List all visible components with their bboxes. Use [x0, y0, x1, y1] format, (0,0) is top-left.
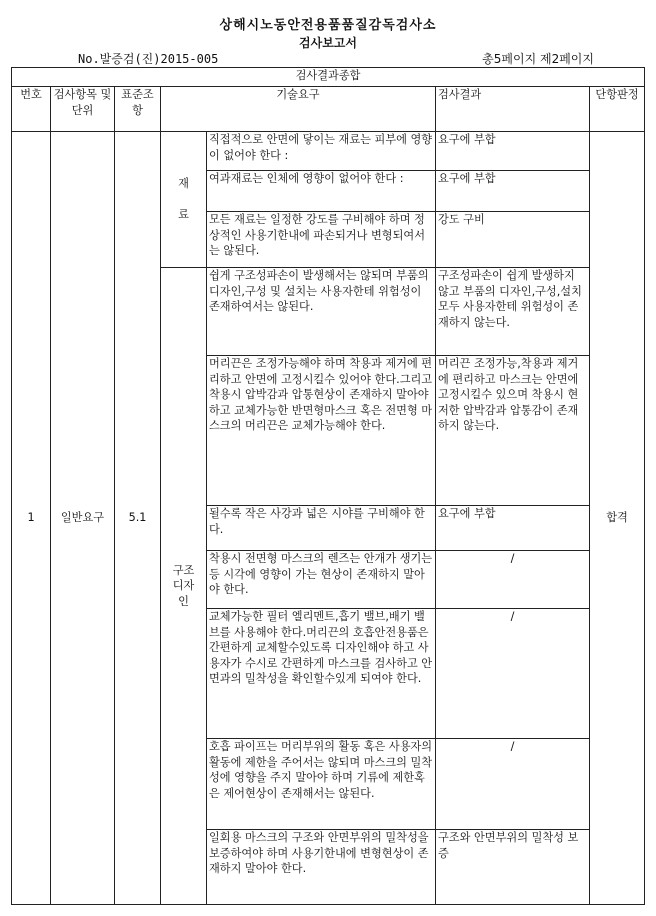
col-item: 검사항목 및 단위	[51, 87, 115, 132]
col-clause: 표준조항	[115, 87, 161, 132]
col-verdict: 단항판정	[590, 87, 645, 132]
row-clause: 5.1	[115, 132, 161, 905]
col-requirement: 기술요구	[161, 87, 436, 132]
row-item: 일반요구	[51, 132, 115, 905]
verdict: 합격	[590, 132, 645, 905]
requirement: 여과재료는 인체에 영향이 없어야 한다 :	[207, 171, 436, 212]
result: 구조성파손이 쉽게 발생하지 않고 부품의 디자인,구성,설치모두 사용자한테 위험성이 존재하지 않는다.	[436, 268, 590, 356]
col-result: 검사결과	[436, 87, 590, 132]
section-structure-design: 구조 디자 인	[161, 268, 207, 905]
doc-title: 검사보고서	[299, 36, 357, 50]
result: /	[436, 739, 590, 830]
result: 요구에 부합	[436, 506, 590, 551]
requirement: 직접적으로 안면에 닿이는 재료는 피부에 영향이 없어야 한다 :	[207, 132, 436, 171]
org-title: 상해시노동안전용품품질감독검사소	[219, 18, 437, 33]
requirement: 일회용 마스크의 구조와 안면부위의 밀착성을 보증하여야 하며 사용기한내에 변형현상이 존재하지 말아야 한다.	[207, 830, 436, 905]
requirement: 될수록 작은 사강과 넓은 시야를 구비해야 한다.	[207, 506, 436, 551]
page-indicator: 총5페이지 제2페이지	[482, 52, 594, 66]
result: /	[436, 551, 590, 609]
inspection-table	[11, 67, 645, 905]
result: 구조와 안면부위의 밀착성 보증	[436, 830, 590, 905]
requirement: 모든 재료는 일정한 강도를 구비해야 하며 정상적인 사용기한내에 파손되거나 변형되여서는 않된다.	[207, 212, 436, 268]
report-number: No.발증검(진)2015-005	[78, 52, 219, 66]
result: /	[436, 609, 590, 739]
col-number: 번호	[12, 87, 51, 132]
requirement: 쉽게 구조성파손이 발생해서는 않되며 부품의 디자인,구성 및 설치는 사용자한테 위험성이 존재하여서는 않된다.	[207, 268, 436, 356]
requirement: 교체가능한 필터 엘리멘트,흡기 밸브,배기 밸브를 사용해야 한다.머리끈의 호흡안전용품은 간편하게 교체할수있도록 디자인해야 하고 사용자가 수시로 간편하게 마스크를 검사하고 안면과의 밀착성을 확인할수있게 되여야 한다.	[207, 609, 436, 739]
requirement: 호흡 파이프는 머리부위의 활동 혹은 사용자의 활동에 제한을 주어서는 않되며 마스크의 밀착성에 영향을 주지 말아야 하며 기류에 제한혹은 제어현상이 존재해서는 않된다.	[207, 739, 436, 830]
result: 강도 구비	[436, 212, 590, 268]
requirement: 착용시 전면형 마스크의 렌즈는 안개가 생기는 등 시각에 영향이 가는 현상이 존재하지 말아야 한다.	[207, 551, 436, 609]
section-materials: 재 료	[161, 132, 207, 268]
result: 요구에 부합	[436, 171, 590, 212]
row-number: 1	[12, 132, 51, 905]
requirement: 머리끈은 조정가능해야 하며 착용과 제거에 편리하고 안면에 고정시킬수 있어야 한다.그리고 착용시 압박감과 압통현상이 존재하지 말아야 하고 교체가능한 반면형마스크 혹은 전면형 마스크의 머리끈은 교체가능해야 한다.	[207, 356, 436, 506]
summary-header: 검사결과종합	[12, 68, 645, 87]
result: 머리끈 조정가능,착용과 제거에 편리하고 마스크는 안면에 고정시킬수 있으며 착용시 현저한 압박감과 압통감이 존재하지 않는다.	[436, 356, 590, 506]
result: 요구에 부합	[436, 132, 590, 171]
